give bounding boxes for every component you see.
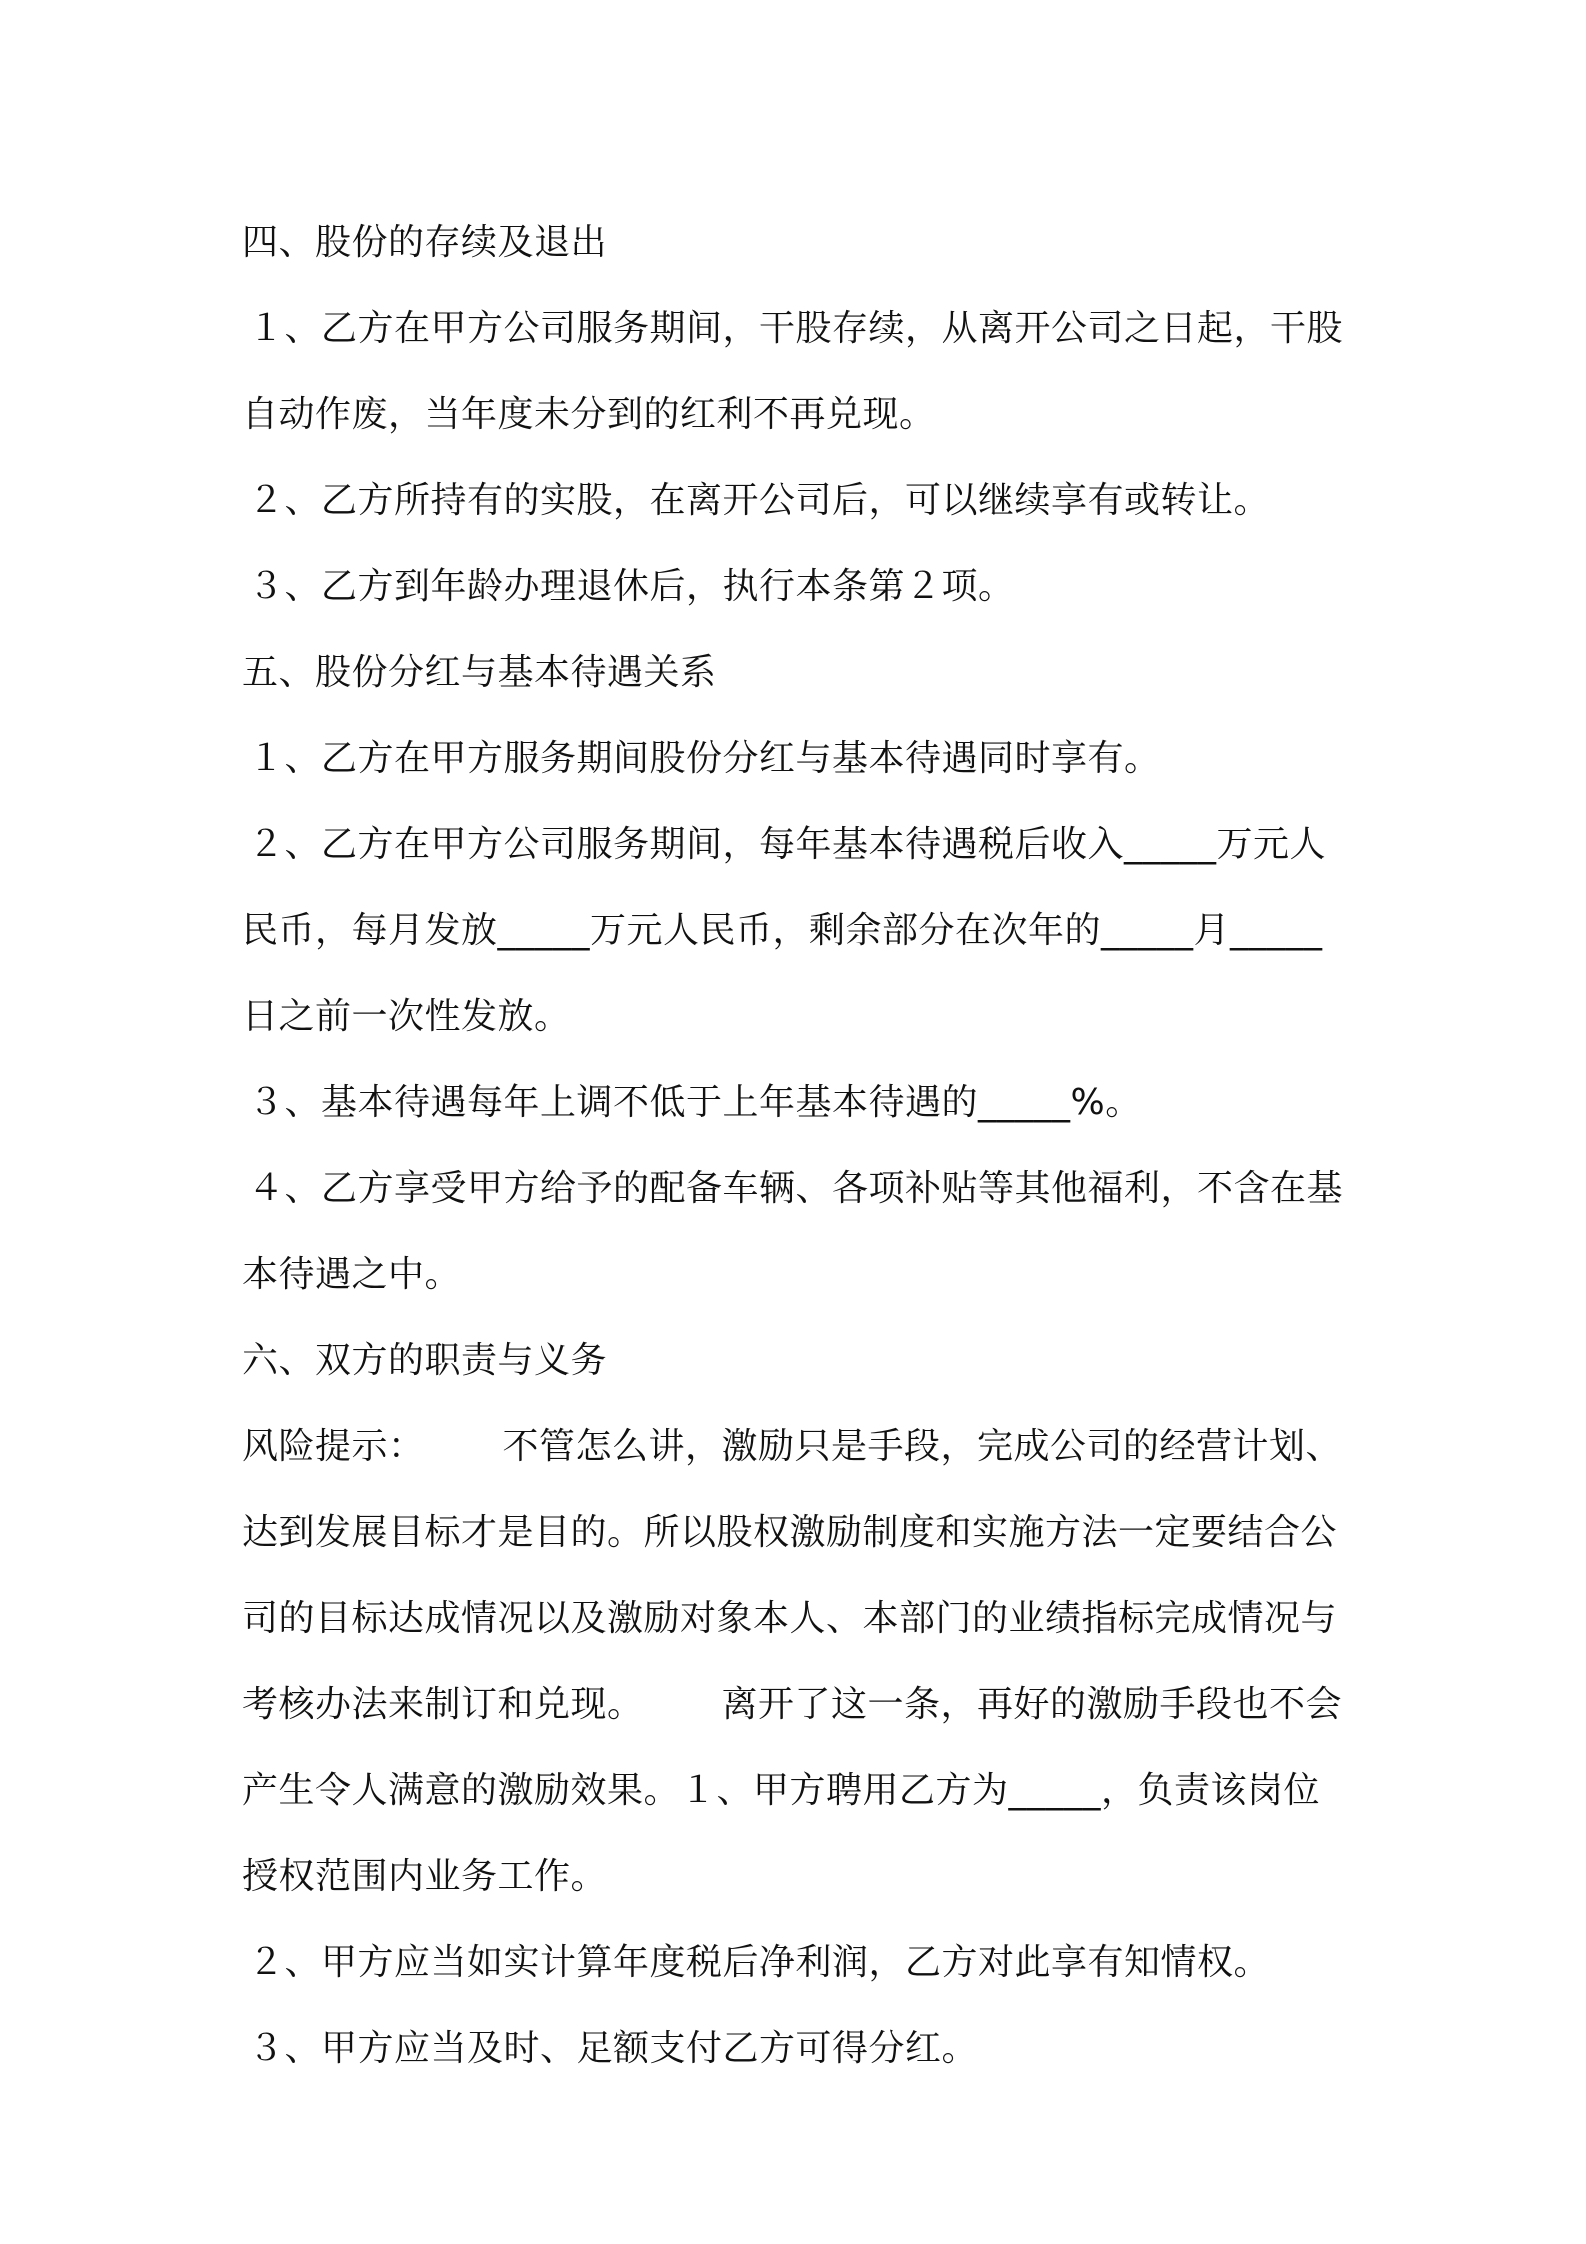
risk-note-line-5: 产生令人满意的激励效果。１、甲方聘用乙方为_____，负责该岗位	[242, 1770, 1321, 1811]
paragraph-5-2-line-3: 日之前一次性发放。	[242, 996, 571, 1037]
paragraph-5-2-line-1: ２、乙方在甲方公司服务期间，每年基本待遇税后收入_____万元人	[248, 824, 1327, 865]
paragraph-4-2: ２、乙方所持有的实股，在离开公司后，可以继续享有或转让。	[248, 480, 1271, 521]
risk-note-line-1	[242, 1404, 1362, 1490]
paragraph-5-1: １、乙方在甲方服务期间股份分红与基本待遇同时享有。	[248, 738, 1161, 779]
paragraph-6-3: ３、甲方应当及时、足额支付乙方可得分红。	[248, 2028, 979, 2069]
risk-note-text: 不管怎么讲，激励只是手段，完成公司的经营计划、	[502, 1426, 1343, 1467]
paragraph-5-4-line-2: 本待遇之中。	[242, 1254, 462, 1295]
risk-note-line-4	[242, 1662, 1362, 1748]
risk-note-label: 风险提示：	[242, 1426, 425, 1467]
paragraph-4-1-line-1: １、乙方在甲方公司服务期间，干股存续，从离开公司之日起，干股	[248, 308, 1344, 349]
section-heading-6: 六、双方的职责与义务	[242, 1340, 608, 1381]
risk-note-text-part-a: 考核办法来制订和兑现。	[242, 1684, 644, 1725]
risk-note-line-6: 授权范围内业务工作。	[242, 1856, 608, 1897]
paragraph-5-3: ３、基本待遇每年上调不低于上年基本待遇的_____%。	[248, 1082, 1142, 1123]
paragraph-4-1-line-2: 自动作废，当年度未分到的红利不再兑现。	[242, 394, 936, 435]
paragraph-4-3: ３、乙方到年龄办理退休后，执行本条第２项。	[248, 566, 1015, 607]
section-heading-5: 五、股份分红与基本待遇关系	[242, 652, 717, 693]
document-body	[242, 200, 1362, 2092]
risk-note-line-3: 司的目标达成情况以及激励对象本人、本部门的业绩指标完成情况与	[242, 1598, 1338, 1639]
section-heading-4: 四、股份的存续及退出	[242, 222, 608, 263]
risk-note-line-2: 达到发展目标才是目的。所以股权激励制度和实施方法一定要结合公	[242, 1512, 1338, 1553]
paragraph-6-2: ２、甲方应当如实计算年度税后净利润，乙方对此享有知情权。	[248, 1942, 1271, 1983]
paragraph-5-4-line-1: ４、乙方享受甲方给予的配备车辆、各项补贴等其他福利，不含在基	[248, 1168, 1344, 1209]
paragraph-5-2-line-2: 民币，每月发放_____万元人民币，剩余部分在次年的_____月_____	[242, 910, 1323, 951]
risk-note-text-part-b: 离开了这一条，再好的激励手段也不会	[721, 1684, 1343, 1725]
